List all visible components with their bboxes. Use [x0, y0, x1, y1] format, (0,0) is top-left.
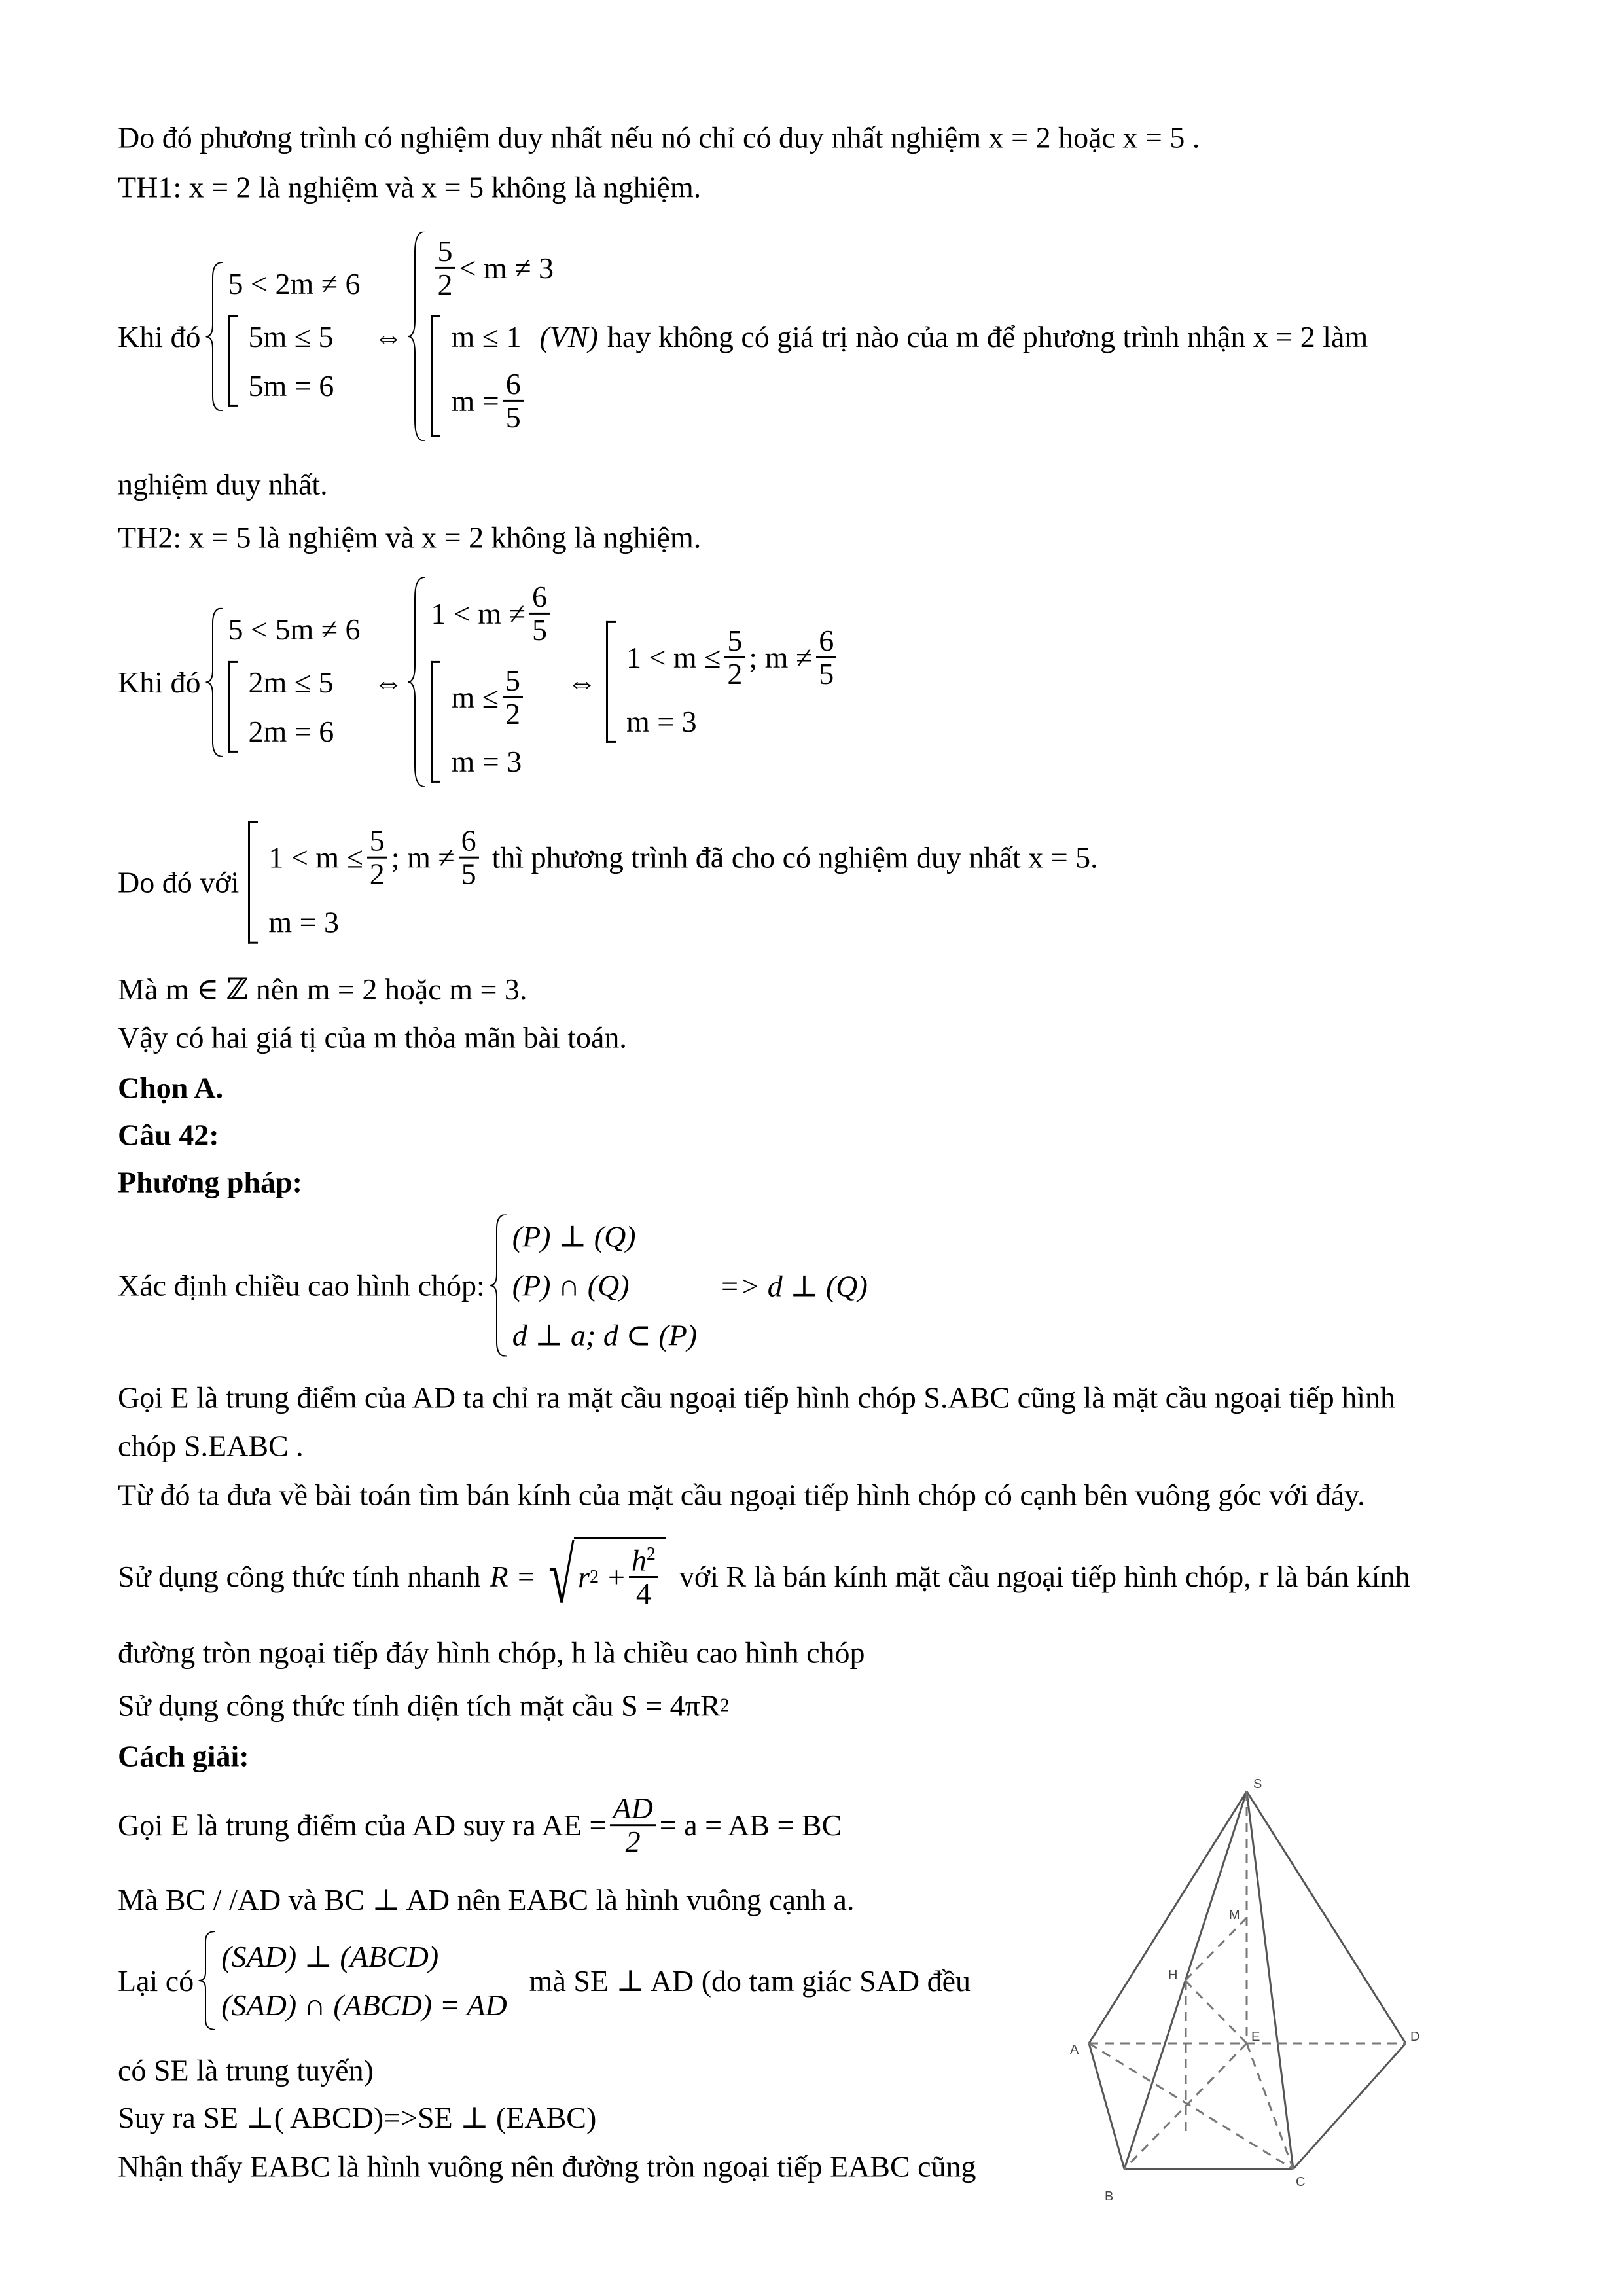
math: (SAD) ⊥ (ABCD)	[221, 1939, 439, 1973]
label-m: M	[1229, 1908, 1240, 1922]
math: m = 3	[451, 745, 522, 779]
num: 6	[816, 625, 836, 658]
math: d ⊥ a; d ⊂ (P)	[512, 1318, 698, 1352]
num: h	[631, 1543, 647, 1577]
math: m =	[451, 384, 499, 418]
lead: Sử dụng công thức tính nhanh	[118, 1559, 481, 1593]
text-line: TH2: x = 5 là nghiệm và x = 2 không là nghiệm.	[118, 520, 702, 554]
text-line: Mà BC / /AD và BC ⊥ AD nên EABC là hình vuông cạnh a.	[118, 1883, 855, 1916]
label-a: A	[1070, 2043, 1079, 2057]
text-line: Nhận thấy EABC là hình vuông nên đường tròn ngoại tiếp EABC cũng	[118, 2149, 976, 2183]
math: ; m ≠	[749, 641, 813, 674]
text-line: Từ đó ta đưa về bài toán tìm bán kính của mặt cầu ngoại tiếp hình chóp có cạnh bên vuông góc với đáy.	[118, 1478, 1365, 1512]
den: 4	[635, 1577, 651, 1611]
solution-heading: Cách giải:	[118, 1739, 249, 1773]
math: 2m = 6	[248, 714, 334, 748]
question-heading: Câu 42:	[118, 1118, 219, 1152]
text-line: Mà m ∈ ℤ nên m = 2 hoặc m = 3.	[118, 973, 527, 1006]
den: 5	[819, 657, 834, 691]
lead: Khi đó	[118, 665, 201, 699]
dodo-line	[118, 821, 1098, 944]
math: 2m ≤ 5	[248, 665, 334, 699]
den: 5	[505, 400, 521, 434]
math: = a = AB = BC	[659, 1808, 842, 1842]
text: Sử dụng công thức tính diện tích mặt cầu S = 4πR	[118, 1689, 721, 1723]
math: m ≤ 1	[451, 319, 522, 353]
math: (VN)	[539, 319, 598, 353]
label-s: S	[1253, 1777, 1262, 1791]
math: 5m ≤ 5	[248, 319, 334, 353]
iff-symbol: ⇔	[373, 319, 404, 353]
sqrt-symbol: √	[548, 1532, 575, 1619]
label-h: H	[1168, 1968, 1178, 1982]
math: ; m ≠	[391, 841, 455, 874]
text-line: có SE là trung tuyến)	[118, 2053, 374, 2087]
den: 2	[505, 696, 520, 730]
text-line: đường tròn ngoại tiếp đáy hình chóp, h là chiều cao hình chóp	[118, 1636, 865, 1670]
den: 5	[531, 613, 547, 647]
th1-system	[118, 232, 1372, 441]
height-system	[118, 1215, 868, 1357]
math: < m ≠ 3	[459, 251, 554, 285]
answer-label: Chọn A.	[118, 1071, 224, 1105]
num: 6	[529, 581, 550, 615]
label-e: E	[1251, 2030, 1260, 2044]
iff-symbol: ⇔	[566, 665, 597, 699]
num: 5	[435, 236, 455, 269]
iff-symbol: ⇔	[373, 665, 404, 699]
den: 2	[369, 857, 385, 891]
text: hay không có giá trị nào của m để phương trình nhận x = 2 làm	[607, 319, 1368, 353]
brace-icon	[407, 577, 427, 787]
num: 6	[503, 368, 524, 402]
lead: Do đó với	[118, 865, 240, 899]
math: 1 < m ≤	[626, 641, 721, 674]
math: 1 < m ≤	[268, 841, 363, 874]
label-b: B	[1105, 2189, 1114, 2204]
math: m = 3	[626, 705, 697, 739]
den: 2	[727, 657, 743, 691]
math: => d ⊥ (Q)	[719, 1269, 868, 1302]
math: r	[578, 1560, 590, 1594]
math: +	[607, 1560, 625, 1594]
text: mà SE ⊥ AD (do tam giác SAD đều	[529, 1964, 971, 1998]
brace-icon	[205, 608, 224, 757]
num: AD	[610, 1793, 655, 1826]
text-line: chóp S.EABC .	[118, 1429, 304, 1463]
math: R =	[490, 1559, 537, 1593]
lead: Khi đó	[118, 319, 201, 353]
lead: Xác định chiều cao hình chóp:	[118, 1268, 485, 1302]
text: với R là bán kính mặt cầu ngoại tiếp hình chóp, r là bán kính	[679, 1559, 1410, 1593]
math: 5 < 2m ≠ 6	[228, 266, 361, 300]
formula-line: Sử dụng công thức tính nhanh R = √ r 2 + $\frac{h^2}{4}$ với R là bán kính mặt cầu ngoại tiếp hình chóp, r là bán kính	[118, 1532, 1410, 1619]
text-line: Do đó phương trình có nghiệm duy nhất nếu nó chỉ có duy nhất nghiệm x = 2 hoặc x = 5 .	[118, 120, 1200, 154]
lead: Lại có	[118, 1964, 194, 1998]
brace-icon	[489, 1215, 508, 1357]
text-line: Vậy có hai giá tị của m thỏa mãn bài toán.	[118, 1020, 627, 1054]
math: (P) ∩ (Q)	[512, 1268, 630, 1302]
text-line: Sử dụng công thức tính diện tích mặt cầu S = 4πR 2	[118, 1689, 730, 1723]
num: 5	[724, 625, 745, 658]
math: 1 < m ≠	[431, 597, 526, 631]
brace-icon	[407, 232, 427, 441]
den: 5	[461, 857, 476, 891]
text: thì phương trình đã cho có nghiệm duy nhất x = 5.	[491, 841, 1098, 874]
den: 2	[437, 268, 453, 302]
text-line: Suy ra SE ⊥( ABCD)=>SE ⊥ (EABC)	[118, 2101, 597, 2134]
num: 5	[503, 665, 523, 698]
math: (SAD) ∩ (ABCD) = AD	[221, 1988, 507, 2022]
math: 5 < 5m ≠ 6	[228, 612, 361, 646]
math: (P) ⊥ (Q)	[512, 1219, 636, 1253]
num: 5	[367, 825, 387, 859]
method-heading: Phương pháp:	[118, 1165, 302, 1199]
math: 5m = 6	[248, 368, 334, 403]
num: 6	[459, 825, 479, 859]
text-line: Gọi E là trung điểm của AD ta chỉ ra mặt cầu ngoại tiếp hình chóp S.ABC cũng là mặt cầu ngoại tiếp hình	[118, 1380, 1395, 1414]
label-c: C	[1296, 2175, 1306, 2189]
th2-system	[118, 577, 840, 787]
den: 2	[625, 1825, 641, 1859]
math: m = 3	[268, 905, 340, 939]
label-d: D	[1410, 2030, 1420, 2044]
text-line: TH1: x = 2 là nghiệm và x = 5 không là nghiệm.	[118, 170, 702, 204]
lead: Gọi E là trung điểm của AD suy ra AE =	[118, 1808, 607, 1842]
ae-line	[118, 1793, 842, 1858]
math: m ≤	[451, 680, 499, 714]
brace-icon	[205, 262, 224, 411]
laico-line	[118, 1931, 971, 2030]
text-line: nghiệm duy nhất.	[118, 467, 328, 501]
brace-icon	[198, 1931, 217, 2030]
